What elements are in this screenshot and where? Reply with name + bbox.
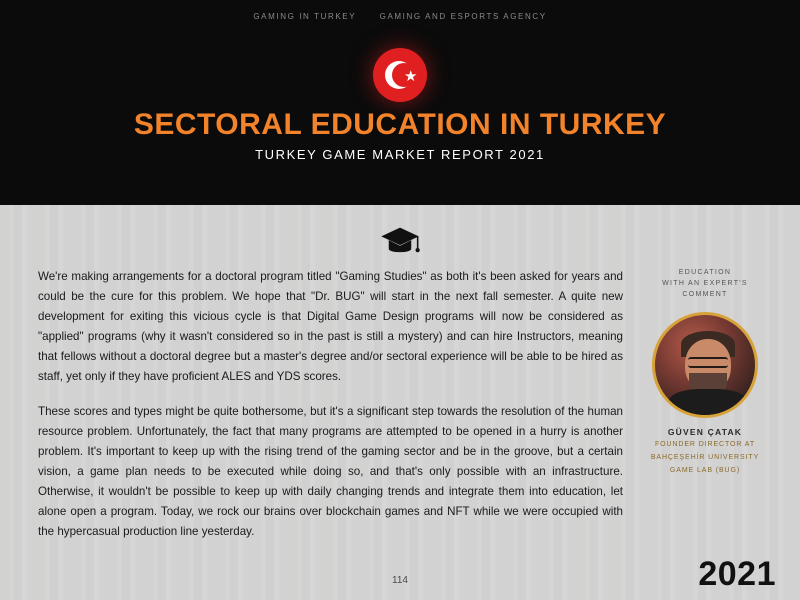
glasses-icon xyxy=(688,357,728,368)
expert-role-line-2: BAHÇEŞEHİR UNIVERSITY xyxy=(650,454,760,461)
graduation-cap-icon xyxy=(380,225,420,259)
header-brand-strip xyxy=(0,12,800,21)
page-subtitle: TURKEY GAME MARKET REPORT 2021 xyxy=(255,147,545,162)
article-paragraph: These scores and types might be quite bothersome, but it's a significant step towards the resolution of the human resource problem. Unfortunately, the fact that many programs are attempted to be opened in a hurry is another problem. It's important to keep up with the rising trend of the gaming sector and be in the groove, but a certain vision, a game plan needs to be executed while doing so, and that's only possible with an infrastructure. Otherwise, it wouldn't be possible to keep up with daily changing trends and integrate them into education, let alone open a program. Today, we rock our brains over blockchain games and NFT while we were occupied with the hypercasual production line yesterday. xyxy=(38,405,623,538)
expert-kicker-line-3: COMMENT xyxy=(682,291,728,298)
page-title: SECTORAL EDUCATION IN TURKEY xyxy=(133,108,667,141)
avatar xyxy=(652,312,758,418)
expert-role-line-1: FOUNDER DIRECTOR AT xyxy=(654,441,756,448)
expert-comment-box xyxy=(630,267,780,476)
page-number: 114 xyxy=(392,575,408,586)
page-header xyxy=(0,0,800,205)
brand-tagline: GAMING AND ESPORTS AGENCY xyxy=(379,12,547,21)
expert-kicker-line-2: WITH AN EXPERT'S xyxy=(662,280,748,287)
article-paragraph: We're making arrangements for a doctoral program titled "Gaming Studies" as both it's been asked for years and could be the cure for this problem. We hope that "Dr. BUG" will start in the next fall semester. A quite new development for exiting this vicious cycle is that Digital Game Design programs will now be considered as "applied" programs (why it wasn't considered so in the past is still a mystery) and can hire Instructors, meaning that fellows without a doctoral degree but a master's degree and/or sectoral experience will be able to be hired as staff, yet only if they have proficient ALES and YDS scores. xyxy=(38,270,623,383)
expert-role-line-3: GAME LAB (BUG) xyxy=(669,467,741,474)
turkish-flag-icon xyxy=(373,48,427,102)
expert-kicker-line-1: EDUCATION xyxy=(678,269,732,276)
star-glyph: ★ xyxy=(404,68,418,85)
avatar-shirt-shape xyxy=(669,389,747,418)
brand-name: GAMING IN TURKEY xyxy=(253,12,356,21)
page-body xyxy=(0,205,800,600)
expert-name: GÜVEN ÇATAK xyxy=(667,427,743,437)
year-stamp: 2021 xyxy=(698,555,776,593)
article-text xyxy=(38,267,623,542)
